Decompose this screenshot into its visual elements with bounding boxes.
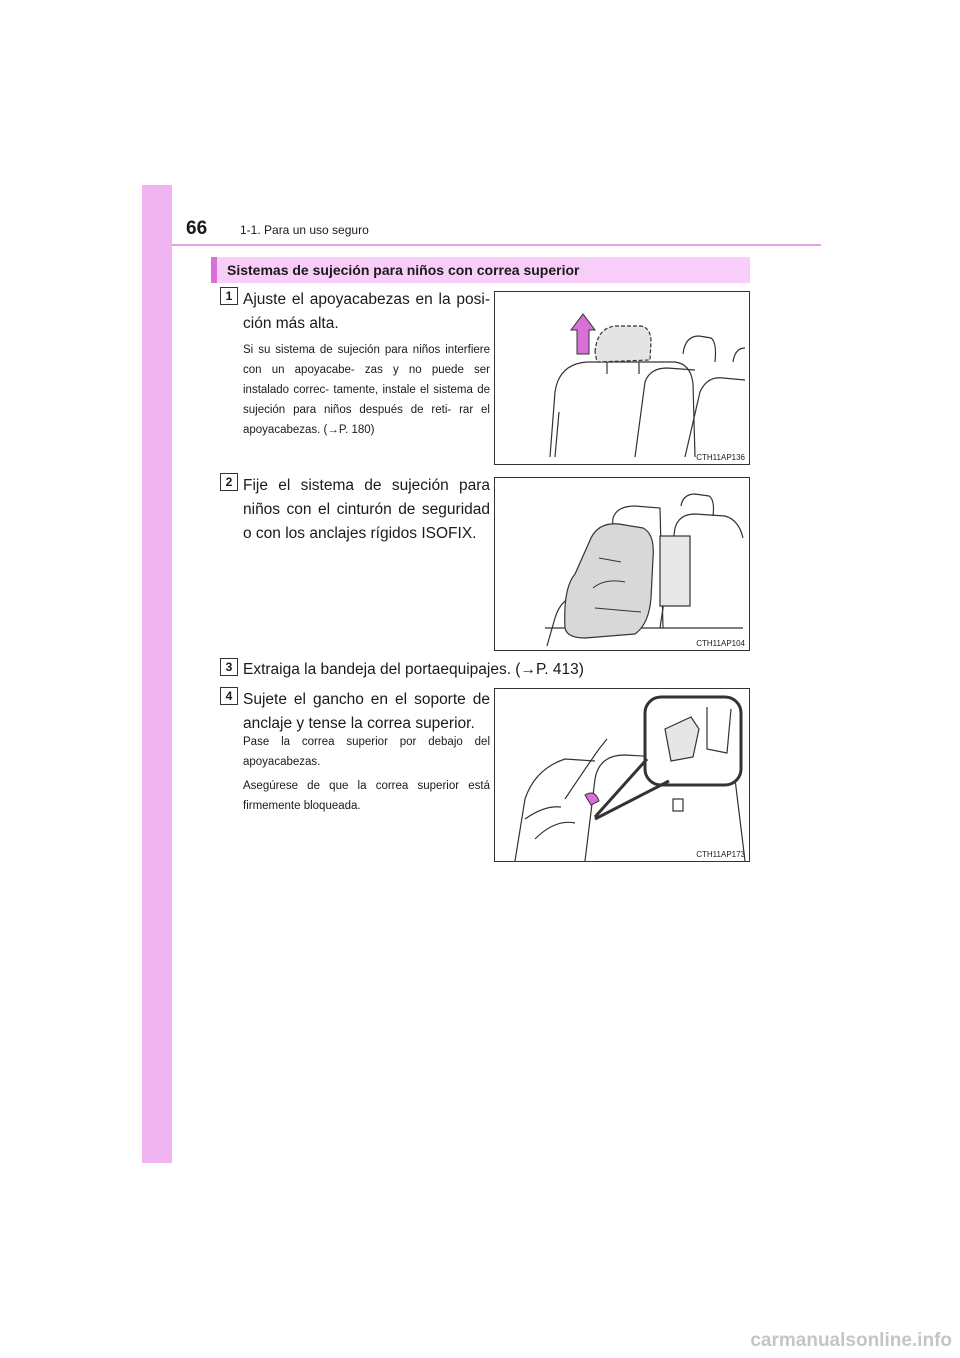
section-title-bar bbox=[211, 257, 750, 283]
watermark: carmanualsonline.info bbox=[750, 1330, 952, 1351]
step-1-text: Ajuste el apoyacabezas en la posi- ción más alta. bbox=[243, 291, 490, 332]
step-1-note: Si su sistema de sujeción para niños interfiere con un apoyacabe- zas y no puede ser instalado correc- tamente, instale el sistema de sujeción para niños después de reti- rar el apoyacabezas. (→P. 180) bbox=[243, 344, 490, 436]
figure-id: CTH11AP173 bbox=[696, 850, 745, 859]
step-4-text: Sujete el gancho en el soporte de anclaje y tense la correa superior. bbox=[243, 691, 490, 732]
tether-anchor-illustration bbox=[495, 689, 749, 861]
step-1-badge: 1 bbox=[220, 287, 238, 305]
figure-id: CTH11AP104 bbox=[696, 639, 745, 648]
figure-headrest-raise bbox=[494, 291, 750, 465]
figure-child-seat-install bbox=[494, 477, 750, 651]
child-seat-illustration bbox=[495, 478, 749, 650]
figure-id: CTH11AP136 bbox=[696, 453, 745, 462]
section-title: Sistemas de sujeción para niños con correa superior bbox=[227, 262, 580, 278]
page-number: 66 bbox=[186, 218, 208, 239]
figure-top-tether-anchor bbox=[494, 688, 750, 862]
step-3-text: Extraiga la bandeja del portaequipajes. (→P. 413) bbox=[243, 661, 584, 678]
section-label: 1-1. Para un uso seguro bbox=[240, 223, 369, 237]
step-2-badge: 2 bbox=[220, 473, 238, 491]
headrest-illustration bbox=[495, 292, 749, 464]
chapter-sidebar-tab bbox=[142, 185, 172, 1163]
step-3-badge: 3 bbox=[220, 658, 238, 676]
step-4-badge: 4 bbox=[220, 687, 238, 705]
step-2-text: Fije el sistema de sujeción para niños con el cinturón de seguridad o con los anclajes rígidos ISOFIX. bbox=[243, 477, 490, 542]
header-rule bbox=[172, 244, 821, 246]
step-4-note-1: Pase la correa superior por debajo del apoyacabezas. bbox=[243, 736, 490, 768]
step-4-note-2: Asegúrese de que la correa superior está firmemente bloqueada. bbox=[243, 780, 490, 812]
